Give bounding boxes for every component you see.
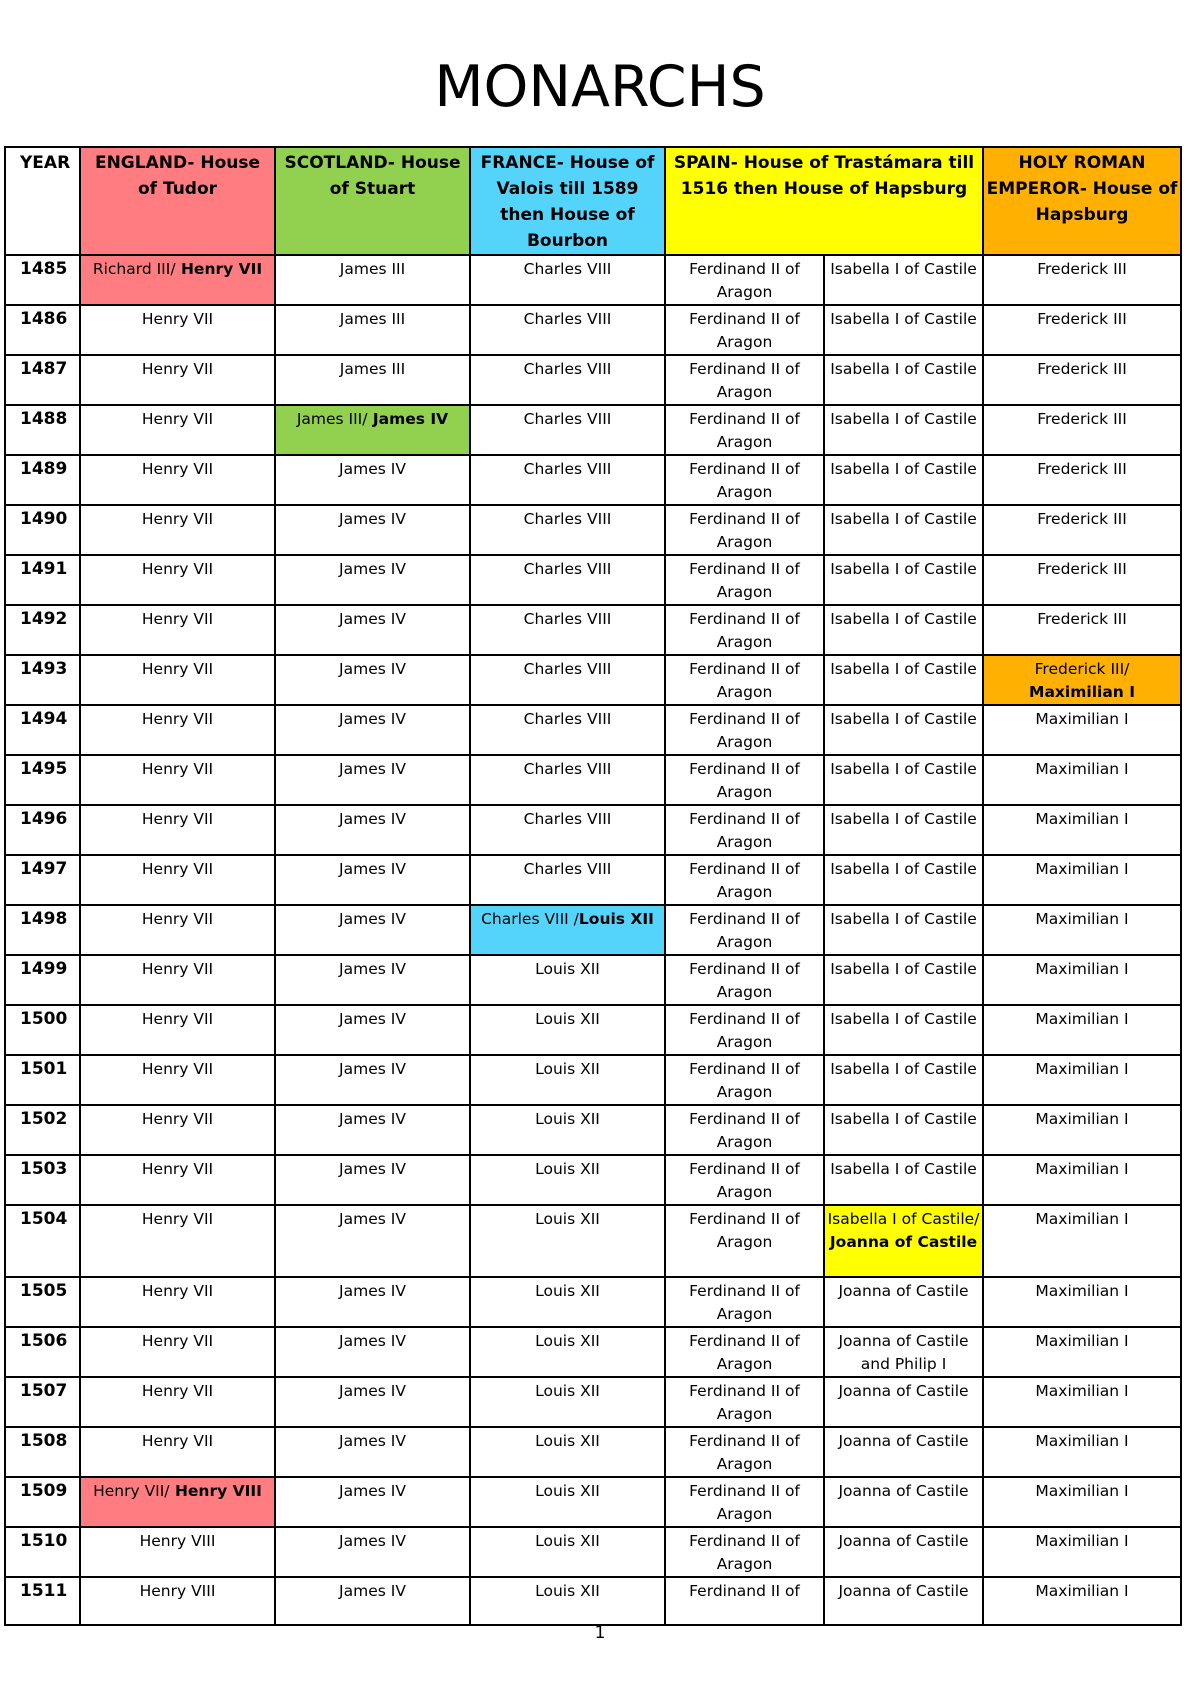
spain-aragon-cell: Ferdinand II of Aragon — [665, 955, 824, 1005]
spain-castile-cell: Isabella I of Castile — [824, 355, 983, 405]
page-title: MONARCHS — [434, 54, 766, 120]
hre-cell: Frederick III — [983, 355, 1181, 405]
spain-aragon-cell: Ferdinand II of Aragon — [665, 805, 824, 855]
hre-cell: Maximilian I — [983, 1005, 1181, 1055]
england-cell: Henry VII — [80, 1155, 275, 1205]
table-row — [5, 1055, 1181, 1105]
england-cell: Henry VII — [80, 405, 275, 455]
england-cell: Richard III/ Henry VII — [80, 255, 275, 305]
spain-aragon-cell: Ferdinand II of Aragon — [665, 505, 824, 555]
hre-cell: Maximilian I — [983, 955, 1181, 1005]
table-row — [5, 855, 1181, 905]
spain-castile-cell: Isabella I of Castile — [824, 1005, 983, 1055]
page-number: 1 — [594, 1623, 606, 1643]
spain-aragon-cell: Ferdinand II of Aragon — [665, 405, 824, 455]
hre-cell: Maximilian I — [983, 1277, 1181, 1327]
hre-cell: Maximilian I — [983, 1055, 1181, 1105]
hre-cell: Frederick III/ Maximilian I — [983, 655, 1181, 705]
header-hre: HOLY ROMAN EMPEROR- House of Hapsburg — [983, 147, 1181, 255]
year-cell: 1509 — [5, 1477, 80, 1527]
france-cell: Louis XII — [470, 1377, 665, 1427]
spain-aragon-cell: Ferdinand II of Aragon — [665, 555, 824, 605]
scotland-cell: James IV — [275, 605, 470, 655]
hre-cell: Maximilian I — [983, 805, 1181, 855]
year-cell: 1494 — [5, 705, 80, 755]
scotland-cell: James III/ James IV — [275, 405, 470, 455]
year-cell: 1506 — [5, 1327, 80, 1377]
table-row — [5, 1005, 1181, 1055]
scotland-cell: James III — [275, 255, 470, 305]
hre-cell: Maximilian I — [983, 1205, 1181, 1277]
table-row — [5, 355, 1181, 405]
england-cell: Henry VII — [80, 705, 275, 755]
france-cell: Louis XII — [470, 1277, 665, 1327]
scotland-cell: James IV — [275, 1377, 470, 1427]
scotland-cell: James III — [275, 305, 470, 355]
year-cell: 1499 — [5, 955, 80, 1005]
scotland-cell: James IV — [275, 1527, 470, 1577]
scotland-cell: James IV — [275, 455, 470, 505]
header-scotland: SCOTLAND- House of Stuart — [275, 147, 470, 255]
table-row — [5, 505, 1181, 555]
year-cell: 1488 — [5, 405, 80, 455]
year-cell: 1492 — [5, 605, 80, 655]
year-cell: 1493 — [5, 655, 80, 705]
france-cell: Charles VIII — [470, 505, 665, 555]
england-cell: Henry VII — [80, 505, 275, 555]
france-cell: Louis XII — [470, 1155, 665, 1205]
england-cell: Henry VII/ Henry VIII — [80, 1477, 275, 1527]
france-cell: Charles VIII — [470, 305, 665, 355]
year-cell: 1495 — [5, 755, 80, 805]
table-row — [5, 1527, 1181, 1577]
spain-castile-cell: Joanna of Castile — [824, 1477, 983, 1527]
spain-aragon-cell: Ferdinand II of Aragon — [665, 655, 824, 705]
england-cell: Henry VII — [80, 305, 275, 355]
hre-cell: Maximilian I — [983, 1477, 1181, 1527]
france-cell: Charles VIII — [470, 555, 665, 605]
france-cell: Louis XII — [470, 1577, 665, 1625]
scotland-cell: James IV — [275, 805, 470, 855]
year-cell: 1489 — [5, 455, 80, 505]
year-cell: 1490 — [5, 505, 80, 555]
year-cell: 1497 — [5, 855, 80, 905]
table-row — [5, 705, 1181, 755]
year-cell: 1508 — [5, 1427, 80, 1477]
spain-aragon-cell: Ferdinand II of Aragon — [665, 305, 824, 355]
france-cell: Louis XII — [470, 1055, 665, 1105]
england-cell: Henry VII — [80, 905, 275, 955]
year-cell: 1501 — [5, 1055, 80, 1105]
spain-castile-cell: Isabella I of Castile — [824, 305, 983, 355]
spain-aragon-cell: Ferdinand II of Aragon — [665, 755, 824, 805]
england-cell: Henry VII — [80, 1327, 275, 1377]
hre-cell: Frederick III — [983, 305, 1181, 355]
spain-castile-cell: Isabella I of Castile — [824, 905, 983, 955]
spain-aragon-cell: Ferdinand II of Aragon — [665, 1277, 824, 1327]
year-cell: 1507 — [5, 1377, 80, 1427]
table-row — [5, 1427, 1181, 1477]
england-cell: Henry VII — [80, 805, 275, 855]
england-cell: Henry VII — [80, 955, 275, 1005]
spain-aragon-cell: Ferdinand II of Aragon — [665, 905, 824, 955]
scotland-cell: James IV — [275, 1205, 470, 1277]
hre-cell: Maximilian I — [983, 1427, 1181, 1477]
scotland-cell: James IV — [275, 1577, 470, 1625]
table-row — [5, 1327, 1181, 1377]
france-cell: Charles VIII — [470, 755, 665, 805]
france-cell: Charles VIII — [470, 655, 665, 705]
scotland-cell: James IV — [275, 1427, 470, 1477]
hre-cell: Maximilian I — [983, 1577, 1181, 1625]
spain-aragon-cell: Ferdinand II of Aragon — [665, 255, 824, 305]
header-spain: SPAIN- House of Trastámara till 1516 then House of Hapsburg — [665, 147, 983, 255]
hre-cell: Maximilian I — [983, 1155, 1181, 1205]
table-row — [5, 405, 1181, 455]
france-cell: Louis XII — [470, 1205, 665, 1277]
spain-aragon-cell: Ferdinand II of Aragon — [665, 455, 824, 505]
year-cell: 1510 — [5, 1527, 80, 1577]
hre-cell: Maximilian I — [983, 1377, 1181, 1427]
table-row — [5, 655, 1181, 705]
scotland-cell: James IV — [275, 855, 470, 905]
france-cell: Louis XII — [470, 1427, 665, 1477]
france-cell: Louis XII — [470, 1477, 665, 1527]
spain-castile-cell: Isabella I of Castile — [824, 705, 983, 755]
france-cell: Charles VIII — [470, 405, 665, 455]
france-cell: Charles VIII — [470, 455, 665, 505]
spain-castile-cell: Isabella I of Castile — [824, 405, 983, 455]
england-cell: Henry VII — [80, 1205, 275, 1277]
hre-cell: Maximilian I — [983, 705, 1181, 755]
scotland-cell: James IV — [275, 1055, 470, 1105]
spain-aragon-cell: Ferdinand II of Aragon — [665, 1327, 824, 1377]
table-body — [5, 255, 1181, 1625]
scotland-cell: James IV — [275, 655, 470, 705]
england-cell: Henry VII — [80, 1105, 275, 1155]
france-cell: Charles VIII — [470, 855, 665, 905]
spain-aragon-cell: Ferdinand II of Aragon — [665, 1477, 824, 1527]
table-row — [5, 255, 1181, 305]
year-cell: 1487 — [5, 355, 80, 405]
table-row — [5, 805, 1181, 855]
year-cell: 1498 — [5, 905, 80, 955]
spain-castile-cell: Joanna of Castile — [824, 1527, 983, 1577]
spain-aragon-cell: Ferdinand II of Aragon — [665, 355, 824, 405]
spain-castile-cell: Isabella I of Castile — [824, 1055, 983, 1105]
table-row — [5, 1477, 1181, 1527]
france-cell: Charles VIII — [470, 705, 665, 755]
hre-cell: Frederick III — [983, 555, 1181, 605]
spain-aragon-cell: Ferdinand II of Aragon — [665, 855, 824, 905]
table-row — [5, 955, 1181, 1005]
table-row — [5, 455, 1181, 505]
spain-aragon-cell: Ferdinand II of — [665, 1577, 824, 1625]
france-cell: Charles VIII /Louis XII — [470, 905, 665, 955]
spain-aragon-cell: Ferdinand II of Aragon — [665, 1205, 824, 1277]
table-row — [5, 1155, 1181, 1205]
france-cell: Charles VIII — [470, 605, 665, 655]
scotland-cell: James IV — [275, 555, 470, 605]
spain-castile-cell: Isabella I of Castile — [824, 455, 983, 505]
scotland-cell: James IV — [275, 1105, 470, 1155]
header-england: ENGLAND- House of Tudor — [80, 147, 275, 255]
england-cell: Henry VII — [80, 355, 275, 405]
england-cell: Henry VII — [80, 755, 275, 805]
spain-castile-cell: Joanna of Castile and Philip I — [824, 1327, 983, 1377]
hre-cell: Frederick III — [983, 405, 1181, 455]
spain-castile-cell: Isabella I of Castile — [824, 555, 983, 605]
scotland-cell: James IV — [275, 955, 470, 1005]
england-cell: Henry VII — [80, 1005, 275, 1055]
hre-cell: Maximilian I — [983, 1105, 1181, 1155]
england-cell: Henry VII — [80, 1427, 275, 1477]
year-cell: 1504 — [5, 1205, 80, 1277]
year-cell: 1511 — [5, 1577, 80, 1625]
england-cell: Henry VII — [80, 455, 275, 505]
table-row — [5, 1205, 1181, 1277]
england-cell: Henry VII — [80, 555, 275, 605]
spain-castile-cell: Isabella I of Castile — [824, 755, 983, 805]
year-cell: 1502 — [5, 1105, 80, 1155]
france-cell: Charles VIII — [470, 805, 665, 855]
scotland-cell: James IV — [275, 1155, 470, 1205]
year-cell: 1500 — [5, 1005, 80, 1055]
hre-cell: Maximilian I — [983, 755, 1181, 805]
scotland-cell: James III — [275, 355, 470, 405]
spain-castile-cell: Isabella I of Castile — [824, 805, 983, 855]
hre-cell: Maximilian I — [983, 905, 1181, 955]
spain-castile-cell: Isabella I of Castile — [824, 1155, 983, 1205]
table-row — [5, 605, 1181, 655]
year-cell: 1503 — [5, 1155, 80, 1205]
england-cell: Henry VII — [80, 1277, 275, 1327]
spain-castile-cell: Isabella I of Castile — [824, 1105, 983, 1155]
year-cell: 1491 — [5, 555, 80, 605]
spain-castile-cell: Joanna of Castile — [824, 1427, 983, 1477]
spain-castile-cell: Isabella I of Castile — [824, 605, 983, 655]
year-cell: 1485 — [5, 255, 80, 305]
year-cell: 1496 — [5, 805, 80, 855]
scotland-cell: James IV — [275, 755, 470, 805]
spain-castile-cell: Joanna of Castile — [824, 1277, 983, 1327]
scotland-cell: James IV — [275, 1327, 470, 1377]
france-cell: Charles VIII — [470, 355, 665, 405]
spain-aragon-cell: Ferdinand II of Aragon — [665, 1377, 824, 1427]
spain-castile-cell: Isabella I of Castile — [824, 505, 983, 555]
table-row — [5, 1377, 1181, 1427]
england-cell: Henry VII — [80, 1377, 275, 1427]
header-row — [5, 147, 1181, 255]
spain-aragon-cell: Ferdinand II of Aragon — [665, 1155, 824, 1205]
spain-castile-cell: Joanna of Castile — [824, 1377, 983, 1427]
table-row — [5, 755, 1181, 805]
table-row — [5, 1577, 1181, 1625]
spain-aragon-cell: Ferdinand II of Aragon — [665, 1055, 824, 1105]
france-cell: Charles VIII — [470, 255, 665, 305]
scotland-cell: James IV — [275, 1005, 470, 1055]
england-cell: Henry VII — [80, 855, 275, 905]
spain-aragon-cell: Ferdinand II of Aragon — [665, 705, 824, 755]
spain-aragon-cell: Ferdinand II of Aragon — [665, 1427, 824, 1477]
france-cell: Louis XII — [470, 1527, 665, 1577]
spain-aragon-cell: Ferdinand II of Aragon — [665, 605, 824, 655]
hre-cell: Maximilian I — [983, 855, 1181, 905]
spain-castile-cell: Isabella I of Castile — [824, 955, 983, 1005]
spain-castile-cell: Isabella I of Castile — [824, 255, 983, 305]
table-row — [5, 1277, 1181, 1327]
scotland-cell: James IV — [275, 1277, 470, 1327]
spain-castile-cell: Isabella I of Castile — [824, 855, 983, 905]
hre-cell: Frederick III — [983, 255, 1181, 305]
england-cell: Henry VIII — [80, 1577, 275, 1625]
hre-cell: Maximilian I — [983, 1527, 1181, 1577]
england-cell: Henry VII — [80, 1055, 275, 1105]
spain-aragon-cell: Ferdinand II of Aragon — [665, 1105, 824, 1155]
header-year: YEAR — [5, 147, 80, 255]
year-cell: 1505 — [5, 1277, 80, 1327]
spain-castile-cell: Joanna of Castile — [824, 1577, 983, 1625]
spain-castile-cell: Isabella I of Castile/ Joanna of Castile — [824, 1205, 983, 1277]
england-cell: Henry VIII — [80, 1527, 275, 1577]
scotland-cell: James IV — [275, 705, 470, 755]
france-cell: Louis XII — [470, 1327, 665, 1377]
france-cell: Louis XII — [470, 955, 665, 1005]
scotland-cell: James IV — [275, 505, 470, 555]
spain-aragon-cell: Ferdinand II of Aragon — [665, 1005, 824, 1055]
spain-aragon-cell: Ferdinand II of Aragon — [665, 1527, 824, 1577]
england-cell: Henry VII — [80, 655, 275, 705]
england-cell: Henry VII — [80, 605, 275, 655]
scotland-cell: James IV — [275, 905, 470, 955]
year-cell: 1486 — [5, 305, 80, 355]
france-cell: Louis XII — [470, 1105, 665, 1155]
table-row — [5, 305, 1181, 355]
header-france: FRANCE- House of Valois till 1589 then House of Bourbon — [470, 147, 665, 255]
hre-cell: Frederick III — [983, 605, 1181, 655]
hre-cell: Maximilian I — [983, 1327, 1181, 1377]
monarchs-table — [4, 146, 1182, 1626]
table-row — [5, 555, 1181, 605]
scotland-cell: James IV — [275, 1477, 470, 1527]
hre-cell: Frederick III — [983, 505, 1181, 555]
hre-cell: Frederick III — [983, 455, 1181, 505]
table-row — [5, 1105, 1181, 1155]
table-row — [5, 905, 1181, 955]
spain-castile-cell: Isabella I of Castile — [824, 655, 983, 705]
france-cell: Louis XII — [470, 1005, 665, 1055]
